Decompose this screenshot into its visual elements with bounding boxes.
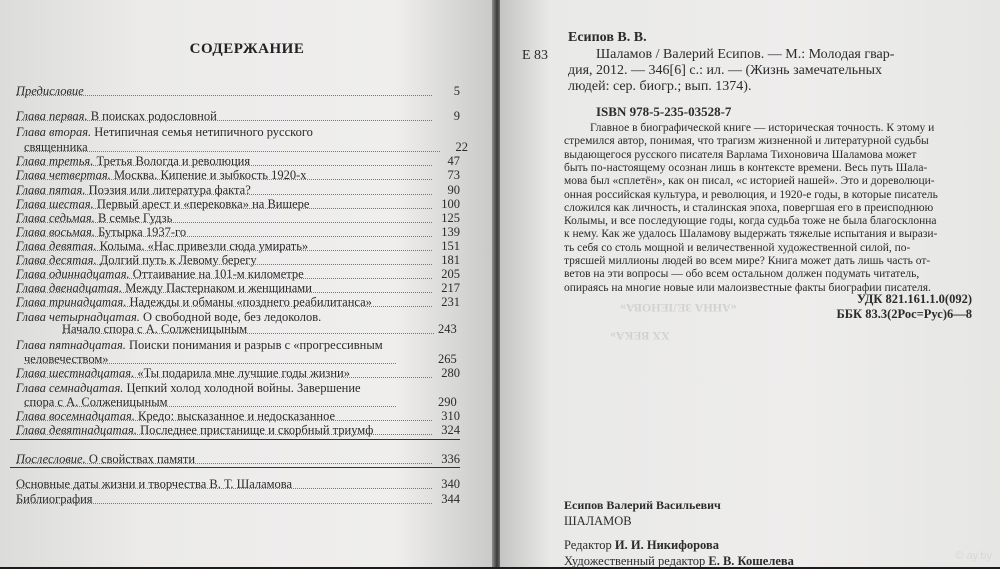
- toc-entry: [16, 239, 460, 253]
- toc-page-number: 205: [441, 267, 460, 281]
- annotation-line: опираясь на многие новые или малоизвестные факты биографии писателя.: [564, 281, 931, 294]
- toc-page-number: 90: [447, 183, 460, 197]
- toc-chapter-title: Поиски понимания и разрыв с «прогрессивным: [125, 338, 383, 352]
- bib-line: Шаламов / Валерий Есипов. — М.: Молодая гвар-: [596, 47, 895, 62]
- toc-chapter-number: Глава седьмая.: [16, 211, 95, 225]
- toc-entry: [16, 109, 460, 123]
- toc-entry: [16, 183, 460, 197]
- toc-entry: [16, 211, 460, 225]
- toc-entry-label: [16, 109, 217, 123]
- toc-entry: [16, 197, 460, 211]
- toc-entry: [16, 477, 460, 491]
- toc-page-number: 217: [441, 281, 460, 295]
- toc-page-number: 344: [441, 492, 460, 506]
- toc-chapter-title: Основные даты жизни и творчества В. Т. Шаламова: [16, 477, 293, 491]
- toc-entry-label: [16, 366, 350, 380]
- toc-chapter-number: Глава восемнадцатая.: [16, 409, 135, 423]
- toc-entry: [16, 125, 460, 139]
- toc-entry-label: [16, 253, 257, 267]
- toc-chapter-title: священника: [24, 140, 88, 154]
- toc-chapter-title: Цепкий холод холодной войны. Завершение: [123, 381, 361, 395]
- toc-chapter-number: Глава шестая.: [16, 197, 94, 211]
- toc-page-number: 231: [441, 295, 460, 309]
- toc-entry-label: [16, 197, 309, 211]
- toc-entry-label: [24, 352, 109, 366]
- toc-page-number: 100: [441, 197, 460, 211]
- toc-entry: [16, 492, 460, 506]
- toc-chapter-number: Глава девятнадцатая.: [16, 423, 137, 437]
- toc-entry-label: [16, 338, 383, 352]
- toc-chapter-number: Глава десятая.: [16, 253, 97, 267]
- toc-entry: [16, 281, 460, 295]
- toc-page-number: 324: [441, 423, 460, 437]
- bleed-through-text: ХХ ВЕКА»: [610, 329, 670, 343]
- toc-entry-label: [24, 395, 168, 409]
- toc-page-number: 280: [441, 366, 460, 380]
- annotation-line: ветов на эти вопросы — обо всем остальном должен подумать читатель,: [564, 268, 920, 281]
- toc-entry: [16, 423, 460, 437]
- toc-page-number: 151: [441, 239, 460, 253]
- toc-page-number: 5: [453, 84, 460, 98]
- toc-chapter-title: В поисках родословной: [87, 109, 217, 123]
- editor-label: Редактор: [564, 538, 615, 552]
- bleed-through-text: «АННА ЗЕЛЕНОВА»: [620, 301, 737, 315]
- toc-chapter-number: Глава одиннадцатая.: [16, 267, 130, 281]
- toc-chapter-title: Бутырка 1937-го: [94, 225, 187, 239]
- toc-chapter-number: Глава девятая.: [16, 239, 97, 253]
- toc-entry-label: [16, 154, 250, 168]
- toc-chapter-number: Глава третья.: [16, 154, 94, 168]
- toc-entry: [16, 338, 460, 352]
- toc-entry-label: [16, 409, 335, 423]
- toc-chapter-number: Глава семнадцатая.: [16, 381, 124, 395]
- toc-page-number: 336: [441, 452, 460, 466]
- toc-entry: [16, 409, 460, 423]
- toc-chapter-title: спора с А. Солженицыным: [24, 395, 168, 409]
- toc-page-number: 310: [441, 409, 460, 423]
- toc-page-number: 181: [441, 253, 460, 267]
- annotation-line: стремился автор, понимая, что трагизм жизненной и литературной судьбы: [564, 135, 929, 148]
- annotation-line: выдающегося русского писателя Варлама Тихоновича Шаламова может: [564, 148, 917, 161]
- toc-page-number: 340: [441, 477, 460, 491]
- toc-chapter-title: В семье Гудзь: [94, 211, 173, 225]
- toc-chapter-number: Глава четвертая.: [16, 168, 111, 182]
- toc-chapter-title: Библиография: [16, 492, 93, 506]
- toc-entry-label: [16, 452, 195, 466]
- annotation-line: быть по-настоящему осознан лишь в контексте времени. Весь путь Шала-: [564, 161, 928, 174]
- editor-name: И. И. Никифорова: [614, 538, 719, 552]
- toc-entry: [24, 395, 457, 409]
- toc-chapter-number: Глава тринадцатая.: [16, 295, 127, 309]
- toc-entry-label: [16, 211, 172, 225]
- toc-chapter-title: Нетипичная семья нетипичного русского: [91, 125, 313, 139]
- toc-title: СОДЕРЖАНИЕ: [189, 41, 305, 57]
- toc-entry-label: [16, 281, 312, 295]
- toc-entry-label: [16, 423, 373, 437]
- toc-entry-label: [16, 168, 307, 182]
- annotation-line: Колымы, и все последующие годы, когда судьба тоже не была благосклонна: [564, 215, 937, 228]
- toc-entry: [16, 154, 460, 168]
- annotation-line: сложился как личность, и сталинская эпоха, повергшая его в преисподнюю: [564, 201, 934, 214]
- left-page: [0, 0, 494, 567]
- annotation-line: ть себя со столь мощной и величественной художественной силой, по-: [564, 241, 911, 254]
- toc-page-number: 139: [441, 225, 460, 239]
- toc-chapter-title: Колыма. «Нас привезли сюда умирать»: [96, 239, 309, 253]
- annotation-line: Главное в биографической книге — историческая точность. К этому и: [590, 122, 935, 134]
- toc-chapter-title: Последнее пристанище и скорбный триумф: [136, 423, 374, 437]
- toc-entry: [16, 295, 460, 309]
- toc-entry-label: [16, 381, 361, 395]
- toc-chapter-number: Предисловие: [16, 84, 84, 98]
- toc-entry-label: [16, 239, 308, 253]
- toc-page-number: 125: [441, 211, 460, 225]
- annotation-line: мова был «сплетён», как он писал, «с историей нашей». Это и дореволюци-: [564, 175, 935, 188]
- toc-entry: [16, 366, 460, 380]
- bbk-code: ББК 83.3(2Рос=Рус)6—8: [836, 307, 972, 321]
- toc-divider-1: [10, 439, 460, 440]
- toc-chapter-number: Послесловие.: [16, 452, 86, 466]
- toc-entry: [16, 84, 460, 98]
- udk-code: УДК 821.161.1.0(092): [856, 292, 972, 306]
- toc-chapter-number: Глава пятнадцатая.: [16, 338, 126, 352]
- toc-chapter-title: Оттаивание на 101-м километре: [129, 267, 304, 281]
- toc-divider-2: [10, 467, 460, 468]
- bib-line: дия, 2012. — 346[6] с.: ил. — (Жизнь замечательных: [568, 63, 883, 78]
- toc-page-number: 243: [438, 322, 457, 336]
- toc-chapter-title: О свойствах памяти: [85, 452, 196, 466]
- toc-entry-label: [16, 183, 251, 197]
- toc-chapter-title: Третья Вологда и революция: [93, 154, 251, 168]
- annotation-line: к нему. Как же удалось Шаламову выдержать тяжелые испытания и вырази-: [564, 228, 938, 241]
- toc-page-number: 265: [438, 352, 457, 366]
- toc-page-number: 290: [438, 395, 457, 409]
- toc-page-number: 47: [447, 154, 460, 168]
- toc-entry-label: [16, 125, 313, 139]
- toc-entry-label: [16, 267, 304, 281]
- toc-entry: [16, 168, 460, 182]
- toc-entry-label: [16, 225, 186, 239]
- toc-chapter-number: Глава шестнадцатая.: [16, 366, 135, 380]
- toc-entry-label: [16, 477, 292, 491]
- art-editor-name: Е. В. Кошелева: [708, 554, 794, 568]
- toc-entry-label: [16, 84, 84, 98]
- art-editor-label: Художественный редактор: [564, 554, 709, 568]
- toc-entry: [16, 267, 460, 281]
- toc-entry: [16, 225, 460, 239]
- toc-chapter-title: Надежды и обманы «позднего реабилитанса»: [126, 295, 372, 309]
- catalog-author: Есипов В. В.: [568, 30, 647, 45]
- toc-entry-label: [62, 322, 247, 336]
- toc-entry: [16, 310, 460, 324]
- toc-chapter-title: О свободной воде, без ледоколов.: [139, 310, 322, 324]
- toc-chapter-number: Глава восьмая.: [16, 225, 95, 239]
- toc-chapter-number: Глава двенадцатая.: [16, 281, 123, 295]
- isbn: ISBN 978-5-235-03528-7: [596, 104, 732, 119]
- toc-chapter-title: Долгий путь к Левому берегу: [96, 253, 257, 267]
- library-code: Е 83: [522, 48, 549, 63]
- imprint-book-title: ШАЛАМОВ: [564, 514, 632, 528]
- annotation-line: онная российская культура, и революция, и 1920-е годы, в которые писатель: [564, 188, 938, 201]
- toc-entry-label: [16, 492, 93, 506]
- toc-chapter-number: Глава первая.: [16, 109, 88, 123]
- toc-page-number: 22: [455, 140, 468, 154]
- toc-chapter-title: Между Пастернаком и женщинами: [122, 281, 312, 295]
- toc-entry: [16, 253, 460, 267]
- toc-chapter-title: Кредо: высказанное и недосказанное: [134, 409, 336, 423]
- annotation-line: трясшей миллионы людей во всем мире? Книга может дать лишь часть от-: [564, 255, 931, 267]
- toc-chapter-number: Глава четырнадцатая.: [16, 310, 140, 324]
- imprint-full-name: Есипов Валерий Васильевич: [564, 498, 721, 512]
- toc-chapter-number: Глава вторая.: [16, 125, 92, 139]
- toc-chapter-number: Глава пятая.: [16, 183, 86, 197]
- toc-entry: [16, 381, 460, 395]
- toc-entry: [16, 452, 460, 466]
- toc-chapter-title: Москва. Кипение и зыбкость 1920-х: [110, 168, 307, 182]
- toc-chapter-title: Первый арест и «перековка» на Вишере: [93, 197, 310, 211]
- toc-entry-label: [24, 140, 88, 154]
- toc-chapter-title: человечеством»: [24, 352, 109, 366]
- imprint-editor: [564, 538, 719, 553]
- toc-chapter-title: Поэзия или литература факта?: [85, 183, 251, 197]
- bib-line: людей: сер. биогр.; вып. 1374).: [568, 79, 752, 94]
- toc-entry-label: [16, 310, 321, 324]
- toc-chapter-title: Начало спора с А. Солженицыным: [62, 322, 248, 336]
- toc-page-number: 9: [453, 109, 460, 123]
- toc-entry: [62, 322, 457, 336]
- toc-chapter-title: «Ты подарила мне лучшие годы жизни»: [134, 366, 350, 380]
- toc-page-number: 73: [447, 168, 460, 182]
- toc-entry: [24, 352, 457, 366]
- toc-entry-label: [16, 295, 372, 309]
- watermark: © ay.by: [955, 550, 992, 562]
- toc-entry: [24, 140, 468, 154]
